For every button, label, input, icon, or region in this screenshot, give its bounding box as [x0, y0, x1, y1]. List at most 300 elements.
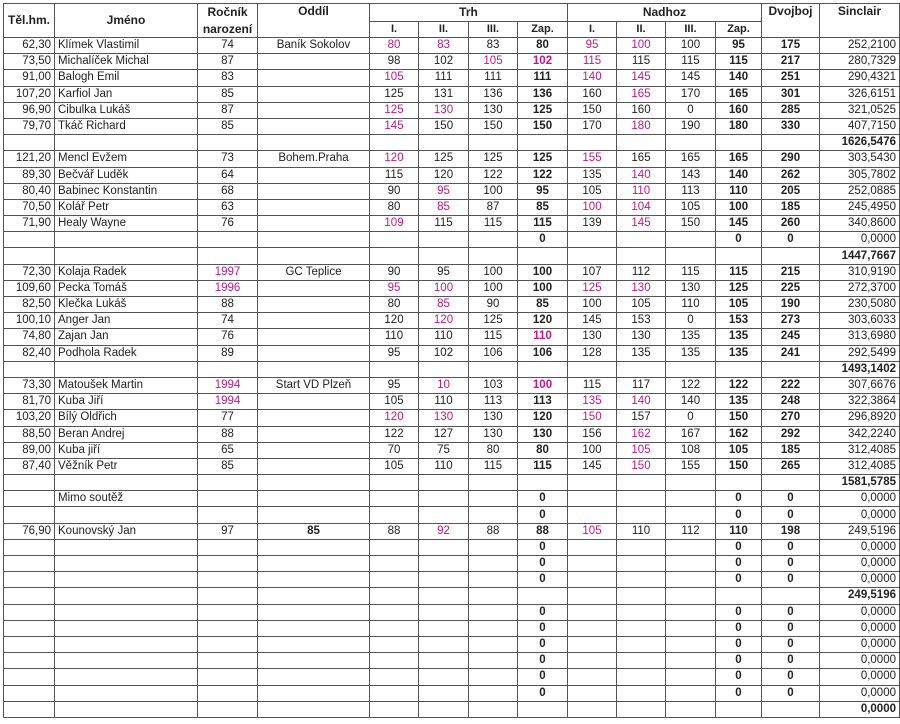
cell-snatch-3: [469, 556, 518, 572]
cell-cj-2: 105: [617, 297, 666, 313]
table-row: [4, 685, 900, 701]
cell-weight: 91,00: [4, 70, 55, 86]
cell-snatch-3: [469, 475, 518, 491]
cell-sinclair: 290,4321: [820, 70, 900, 86]
cell-snatch-3: [469, 491, 518, 507]
cell-snatch-1: [370, 507, 419, 523]
cell-snatch-best: 100: [518, 264, 568, 280]
cell-cj-2: 140: [617, 394, 666, 410]
cell-cj-3: [666, 232, 716, 248]
cell-cj-1: 125: [568, 280, 617, 296]
cell-snatch-best: [518, 475, 568, 491]
header-cj-best: Zap.: [716, 22, 762, 38]
cell-total: 215: [762, 264, 820, 280]
cell-snatch-3: [469, 232, 518, 248]
cell-weight: [4, 588, 55, 604]
cell-cj-best: 105: [716, 442, 762, 458]
cell-snatch-best: [518, 248, 568, 264]
cell-cj-best: 160: [716, 102, 762, 118]
cell-snatch-best: 0: [518, 491, 568, 507]
cell-year: 73: [198, 151, 258, 167]
cell-weight: [4, 248, 55, 264]
cell-snatch-3: [469, 507, 518, 523]
table-row: [4, 669, 900, 685]
cell-cj-2: 150: [617, 458, 666, 474]
cell-cj-1: [568, 588, 617, 604]
cell-year: 85: [198, 458, 258, 474]
cell-snatch-best: 0: [518, 669, 568, 685]
cell-snatch-best: 130: [518, 426, 568, 442]
cell-year: 1994: [198, 377, 258, 393]
cell-snatch-3: 111: [469, 70, 518, 86]
cell-name: Kolář Petr: [55, 199, 198, 215]
cell-year: 97: [198, 523, 258, 539]
cell-cj-best: 0: [716, 572, 762, 588]
cell-year: 68: [198, 183, 258, 199]
cell-sinclair: 230,5080: [820, 297, 900, 313]
cell-year: [198, 507, 258, 523]
cell-snatch-2: [419, 636, 469, 652]
cell-sinclair: 249,5196: [820, 523, 900, 539]
cell-sinclair: 303,5430: [820, 151, 900, 167]
cell-snatch-1: 125: [370, 86, 419, 102]
cell-cj-3: 150: [666, 216, 716, 232]
cell-year: [198, 539, 258, 555]
cell-cj-best: 110: [716, 523, 762, 539]
cell-snatch-3: [469, 361, 518, 377]
cell-sinclair: 296,8920: [820, 410, 900, 426]
cell-snatch-1: [370, 135, 419, 151]
table-row: [4, 216, 900, 232]
cell-name: [55, 604, 198, 620]
cell-snatch-best: 115: [518, 216, 568, 232]
cell-cj-2: [617, 588, 666, 604]
table-row: [4, 232, 900, 248]
cell-year: [198, 556, 258, 572]
cell-sinclair: 0,0000: [820, 620, 900, 636]
cell-cj-3: [666, 539, 716, 555]
cell-snatch-1: 90: [370, 264, 419, 280]
cell-year: 89: [198, 345, 258, 361]
cell-club: [258, 458, 370, 474]
cell-cj-2: 135: [617, 345, 666, 361]
cell-club: [258, 636, 370, 652]
cell-total: 273: [762, 313, 820, 329]
cell-snatch-best: [518, 588, 568, 604]
table-row: [4, 653, 900, 669]
cell-weight: [4, 604, 55, 620]
cell-weight: 76,90: [4, 523, 55, 539]
cell-sinclair: 303,6033: [820, 313, 900, 329]
cell-cj-3: 130: [666, 280, 716, 296]
header-cj-2: II.: [617, 22, 666, 38]
cell-snatch-3: [469, 539, 518, 555]
cell-cj-best: 0: [716, 232, 762, 248]
cell-total: 185: [762, 199, 820, 215]
cell-year: [198, 232, 258, 248]
cell-snatch-2: [419, 604, 469, 620]
cell-snatch-1: [370, 701, 419, 717]
cell-club: [258, 216, 370, 232]
cell-total: 0: [762, 620, 820, 636]
cell-name: Kuba jiří: [55, 442, 198, 458]
cell-cj-1: 170: [568, 118, 617, 134]
cell-cj-3: 140: [666, 394, 716, 410]
header-club: Oddíl: [258, 4, 370, 38]
cell-total: [762, 588, 820, 604]
cell-weight: 89,00: [4, 442, 55, 458]
cell-sinclair: 0,0000: [820, 491, 900, 507]
cell-sinclair: 0,0000: [820, 507, 900, 523]
cell-sinclair: 312,4085: [820, 458, 900, 474]
cell-cj-3: 143: [666, 167, 716, 183]
cell-snatch-best: 125: [518, 102, 568, 118]
cell-club: Baník Sokolov: [258, 38, 370, 54]
cell-total: [762, 361, 820, 377]
cell-snatch-3: 115: [469, 216, 518, 232]
cell-snatch-1: [370, 604, 419, 620]
cell-year: 85: [198, 86, 258, 102]
cell-weight: [4, 620, 55, 636]
table-row: [4, 70, 900, 86]
cell-snatch-best: [518, 361, 568, 377]
cell-club: [258, 86, 370, 102]
cell-cj-2: 104: [617, 199, 666, 215]
cell-cj-3: [666, 636, 716, 652]
cell-snatch-2: 95: [419, 183, 469, 199]
cell-snatch-1: 70: [370, 442, 419, 458]
cell-cj-3: 170: [666, 86, 716, 102]
cell-cj-best: [716, 361, 762, 377]
cell-cj-1: 105: [568, 183, 617, 199]
cell-club: [258, 297, 370, 313]
cell-weight: 70,50: [4, 199, 55, 215]
cell-cj-1: 150: [568, 102, 617, 118]
cell-cj-1: 130: [568, 329, 617, 345]
cell-snatch-1: [370, 475, 419, 491]
results-table: [3, 3, 900, 718]
cell-total: 205: [762, 183, 820, 199]
cell-cj-best: [716, 701, 762, 717]
cell-cj-2: 160: [617, 102, 666, 118]
cell-snatch-3: [469, 572, 518, 588]
cell-snatch-2: 75: [419, 442, 469, 458]
cell-snatch-best: 100: [518, 280, 568, 296]
cell-cj-3: 122: [666, 377, 716, 393]
cell-club: [258, 685, 370, 701]
cell-weight: [4, 701, 55, 717]
cell-name: [55, 636, 198, 652]
header-cj-1: I.: [568, 22, 617, 38]
cell-club: [258, 280, 370, 296]
table-row: [4, 329, 900, 345]
cell-cj-2: 140: [617, 167, 666, 183]
cell-cj-best: 0: [716, 539, 762, 555]
cell-snatch-3: 115: [469, 329, 518, 345]
cell-name: Podhola Radek: [55, 345, 198, 361]
table-row: [4, 394, 900, 410]
cell-cj-3: 167: [666, 426, 716, 442]
cell-year: 65: [198, 442, 258, 458]
cell-club: [258, 653, 370, 669]
cell-cj-1: 135: [568, 394, 617, 410]
cell-year: [198, 572, 258, 588]
cell-snatch-best: 0: [518, 685, 568, 701]
cell-year: 63: [198, 199, 258, 215]
cell-name: [55, 556, 198, 572]
cell-cj-3: 113: [666, 183, 716, 199]
cell-weight: [4, 539, 55, 555]
cell-club: [258, 135, 370, 151]
cell-club: [258, 475, 370, 491]
cell-sinclair: 407,7150: [820, 118, 900, 134]
cell-year: 64: [198, 167, 258, 183]
table-row: [4, 151, 900, 167]
cell-name: Mimo soutěž: [55, 491, 198, 507]
table-body: [4, 38, 900, 718]
cell-snatch-1: [370, 491, 419, 507]
cell-cj-3: [666, 361, 716, 377]
cell-snatch-best: 0: [518, 604, 568, 620]
cell-sinclair: 0,0000: [820, 232, 900, 248]
cell-cj-2: [617, 539, 666, 555]
cell-snatch-2: 127: [419, 426, 469, 442]
cell-snatch-1: [370, 248, 419, 264]
cell-snatch-3: 80: [469, 442, 518, 458]
cell-snatch-2: [419, 361, 469, 377]
cell-cj-best: 135: [716, 329, 762, 345]
cell-cj-3: 112: [666, 523, 716, 539]
cell-snatch-1: [370, 636, 419, 652]
cell-cj-1: [568, 361, 617, 377]
cell-cj-1: 95: [568, 38, 617, 54]
table-row: [4, 523, 900, 539]
cell-weight: [4, 232, 55, 248]
cell-cj-3: 0: [666, 102, 716, 118]
cell-snatch-1: 109: [370, 216, 419, 232]
cell-sinclair: 340,8600: [820, 216, 900, 232]
cell-total: 222: [762, 377, 820, 393]
cell-name: Klečka Lukáš: [55, 297, 198, 313]
cell-year: [198, 669, 258, 685]
cell-snatch-2: [419, 135, 469, 151]
cell-cj-3: [666, 135, 716, 151]
cell-cj-best: 0: [716, 604, 762, 620]
cell-year: [198, 685, 258, 701]
cell-total: [762, 135, 820, 151]
cell-snatch-2: 92: [419, 523, 469, 539]
header-snatch-3: III.: [469, 22, 518, 38]
cell-cj-1: [568, 653, 617, 669]
table-row: [4, 86, 900, 102]
cell-cj-2: [617, 669, 666, 685]
cell-cj-best: [716, 248, 762, 264]
cell-cj-3: [666, 685, 716, 701]
cell-cj-3: 155: [666, 458, 716, 474]
cell-total: 217: [762, 54, 820, 70]
cell-name: Pecka Tomáš: [55, 280, 198, 296]
cell-cj-2: 105: [617, 442, 666, 458]
cell-sinclair: 0,0000: [820, 604, 900, 620]
cell-cj-2: 162: [617, 426, 666, 442]
cell-snatch-3: 103: [469, 377, 518, 393]
cell-total: 0: [762, 507, 820, 523]
cell-cj-best: 122: [716, 377, 762, 393]
cell-year: 76: [198, 329, 258, 345]
cell-snatch-best: 100: [518, 377, 568, 393]
cell-snatch-2: 110: [419, 394, 469, 410]
cell-weight: 88,50: [4, 426, 55, 442]
cell-snatch-best: 0: [518, 620, 568, 636]
cell-cj-best: 0: [716, 620, 762, 636]
subtotal-row: [4, 135, 900, 151]
cell-snatch-2: 125: [419, 151, 469, 167]
cell-cj-best: 0: [716, 669, 762, 685]
cell-snatch-2: [419, 248, 469, 264]
cell-name: Matoušek Martin: [55, 377, 198, 393]
header-year-line2: narození: [198, 22, 258, 38]
cell-year: 83: [198, 70, 258, 86]
cell-sinclair: 0,0000: [820, 572, 900, 588]
cell-cj-3: [666, 701, 716, 717]
cell-snatch-best: 0: [518, 232, 568, 248]
cell-snatch-best: 80: [518, 442, 568, 458]
cell-year: [198, 491, 258, 507]
cell-cj-2: 115: [617, 54, 666, 70]
cell-cj-2: [617, 248, 666, 264]
cell-total: 245: [762, 329, 820, 345]
header-snatch-best: Zap.: [518, 22, 568, 38]
cell-club: [258, 248, 370, 264]
cell-snatch-2: 102: [419, 54, 469, 70]
cell-club: [258, 539, 370, 555]
cell-snatch-best: 136: [518, 86, 568, 102]
cell-weight: [4, 491, 55, 507]
table-row: [4, 377, 900, 393]
cell-snatch-best: 125: [518, 151, 568, 167]
cell-cj-3: [666, 588, 716, 604]
cell-weight: 103,20: [4, 410, 55, 426]
cell-cj-2: 112: [617, 264, 666, 280]
cell-cj-1: [568, 604, 617, 620]
cell-name: [55, 475, 198, 491]
cell-total: 0: [762, 556, 820, 572]
cell-cj-3: [666, 556, 716, 572]
cell-cj-3: 0: [666, 313, 716, 329]
cell-cj-2: [617, 620, 666, 636]
subtotal-row: [4, 588, 900, 604]
cell-cj-2: [617, 491, 666, 507]
cell-total: 301: [762, 86, 820, 102]
cell-name: [55, 507, 198, 523]
cell-snatch-3: 130: [469, 410, 518, 426]
cell-total: 0: [762, 232, 820, 248]
cell-cj-3: [666, 507, 716, 523]
cell-club: [258, 345, 370, 361]
cell-snatch-1: 120: [370, 151, 419, 167]
cell-year: [198, 636, 258, 652]
cell-team-total: 1447,7667: [820, 248, 900, 264]
cell-snatch-best: 0: [518, 556, 568, 572]
cell-year: 1994: [198, 394, 258, 410]
cell-cj-2: [617, 556, 666, 572]
cell-cj-2: 110: [617, 183, 666, 199]
cell-snatch-3: 106: [469, 345, 518, 361]
cell-snatch-3: 88: [469, 523, 518, 539]
cell-snatch-best: 115: [518, 458, 568, 474]
cell-sinclair: 0,0000: [820, 669, 900, 685]
cell-club: [258, 167, 370, 183]
cell-name: [55, 361, 198, 377]
cell-year: 74: [198, 38, 258, 54]
table-row: [4, 54, 900, 70]
table-row: [4, 539, 900, 555]
cell-snatch-3: 105: [469, 54, 518, 70]
cell-cj-2: [617, 361, 666, 377]
cell-snatch-2: [419, 232, 469, 248]
cell-snatch-2: 100: [419, 280, 469, 296]
cell-club: [258, 54, 370, 70]
cell-snatch-1: [370, 620, 419, 636]
cell-team-total: 1493,1402: [820, 361, 900, 377]
cell-snatch-best: 106: [518, 345, 568, 361]
cell-club: [258, 394, 370, 410]
cell-snatch-3: [469, 653, 518, 669]
cell-weight: 107,20: [4, 86, 55, 102]
cell-cj-3: [666, 653, 716, 669]
cell-cj-2: [617, 135, 666, 151]
cell-snatch-1: [370, 669, 419, 685]
cell-snatch-1: 145: [370, 118, 419, 134]
cell-snatch-best: 0: [518, 507, 568, 523]
table-row: [4, 410, 900, 426]
cell-cj-best: 153: [716, 313, 762, 329]
cell-cj-3: 165: [666, 151, 716, 167]
cell-cj-best: 135: [716, 394, 762, 410]
cell-cj-best: 145: [716, 216, 762, 232]
cell-snatch-2: [419, 539, 469, 555]
cell-total: 251: [762, 70, 820, 86]
cell-weight: 96,90: [4, 102, 55, 118]
cell-snatch-2: [419, 491, 469, 507]
cell-snatch-2: 85: [419, 199, 469, 215]
cell-snatch-2: 120: [419, 313, 469, 329]
cell-cj-3: [666, 491, 716, 507]
cell-club: Bohem.Praha: [258, 151, 370, 167]
cell-club: [258, 118, 370, 134]
cell-cj-best: 165: [716, 86, 762, 102]
cell-snatch-2: 115: [419, 216, 469, 232]
cell-weight: 80,40: [4, 183, 55, 199]
cell-year: [198, 475, 258, 491]
table-row: [4, 426, 900, 442]
cell-weight: 71,90: [4, 216, 55, 232]
cell-name: Kolaja Radek: [55, 264, 198, 280]
cell-year: 76: [198, 216, 258, 232]
cell-cj-1: [568, 475, 617, 491]
cell-cj-2: 110: [617, 523, 666, 539]
cell-snatch-best: 102: [518, 54, 568, 70]
cell-snatch-2: [419, 507, 469, 523]
cell-cj-1: 115: [568, 377, 617, 393]
subtotal-row: [4, 361, 900, 377]
cell-sinclair: 342,2240: [820, 426, 900, 442]
cell-cj-best: [716, 588, 762, 604]
cell-cj-1: 115: [568, 54, 617, 70]
cell-snatch-2: 102: [419, 345, 469, 361]
cell-weight: [4, 556, 55, 572]
cell-cj-3: 115: [666, 54, 716, 70]
